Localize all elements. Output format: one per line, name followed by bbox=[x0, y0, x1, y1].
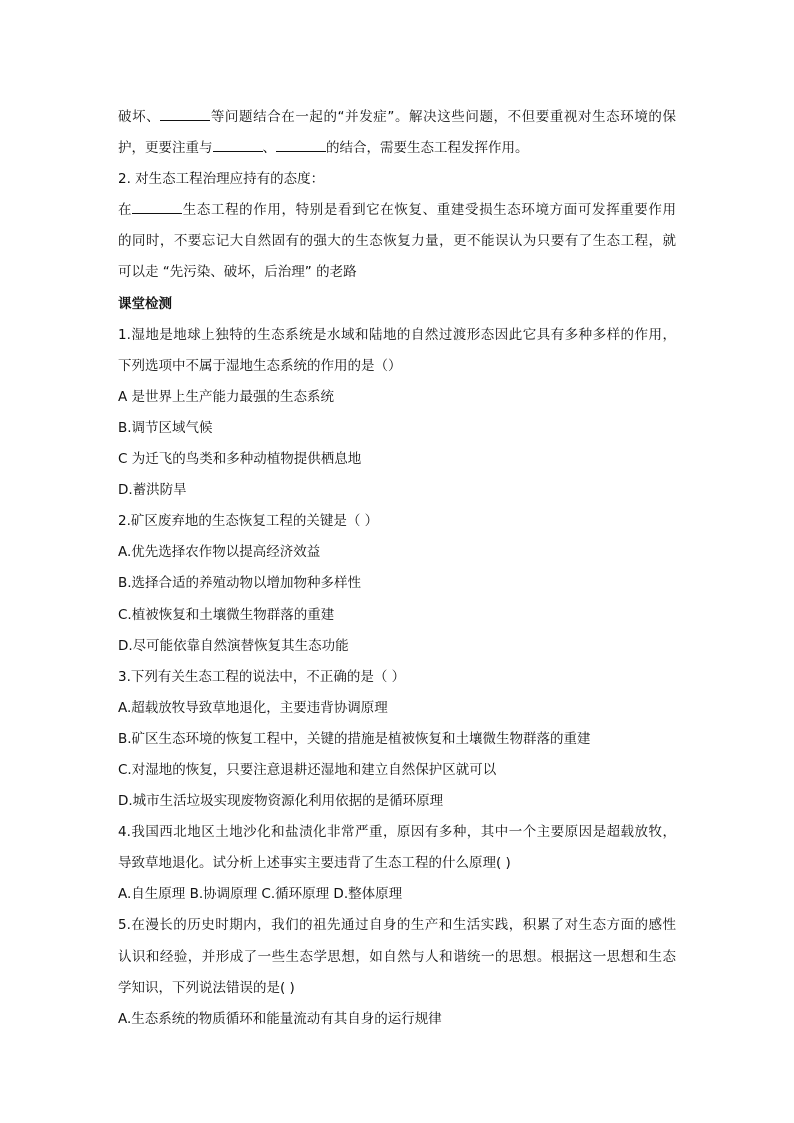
fill-blank[interactable] bbox=[160, 108, 210, 121]
question-stem: 下列选项中不属于湿地生态系统的作用的是（） bbox=[118, 357, 402, 374]
section-title: 课堂检测 bbox=[118, 295, 172, 312]
answer-option: C 为迁飞的鸟类和多种动植物提供栖息地 bbox=[118, 451, 362, 468]
question-list bbox=[118, 320, 676, 1035]
question-stem: 4.我国西北地区土地沙化和盐渍化非常严重，原因有多种，其中一个主要原因是超载放牧， bbox=[118, 824, 676, 841]
answer-option: A 是世界上生产能力最强的生态系统 bbox=[118, 388, 335, 405]
question-stem: 认识和经验，并形成了一些生态学思想，如自然与人和谐统一的思想。根据这一思想和生态 bbox=[118, 948, 676, 965]
answer-option: A.超载放牧导致草地退化，主要违背协调原理 bbox=[118, 699, 388, 716]
question-stem: 导致草地退化。试分析上述事实主要违背了生态工程的什么原理( ) bbox=[118, 855, 511, 872]
answer-option: B.矿区生态环境的恢复工程中，关键的措施是植被恢复和土壤微生物群落的重建 bbox=[118, 730, 591, 747]
text-line: 的同时，不要忘记大自然固有的强大的生态恢复力量，更不能误认为只要有了生态工程，就 bbox=[118, 233, 676, 250]
text-line: 可以走 “先污染、破坏，后治理” 的老路 bbox=[118, 264, 357, 281]
answer-option: A.生态系统的物质循环和能量流动有其自身的运行规律 bbox=[118, 1010, 442, 1027]
answer-option: D.尽可能依靠自然演替恢复其生态功能 bbox=[118, 637, 349, 654]
answer-option: A.自生原理 B.协调原理 C.循环原理 D.整体原理 bbox=[118, 886, 403, 903]
text-line: 破坏、 等问题结合在一起的“并发症”。解决这些问题，不但要重视对生态环境的保 bbox=[118, 109, 676, 125]
answer-option: D.城市生活垃圾实现废物资源化利用依据的是循环原理 bbox=[118, 793, 444, 810]
document-page bbox=[118, 102, 676, 1035]
answer-option: B.调节区域气候 bbox=[118, 419, 213, 436]
text-line: 护，更要注重与 、 的结合，需要生态工程发挥作用。 bbox=[118, 140, 529, 157]
answer-option: C.对湿地的恢复，只要注意退耕还湿地和建立自然保护区就可以 bbox=[118, 761, 497, 778]
text-line: 2. 对生态工程治理应持有的态度： bbox=[118, 171, 325, 188]
question-stem: 学知识，下列说法错误的是( ) bbox=[118, 979, 295, 996]
question-stem: 2.矿区废弃地的生态恢复工程的关键是（ ） bbox=[118, 513, 379, 530]
fill-blank[interactable] bbox=[213, 139, 263, 152]
fill-blank[interactable] bbox=[276, 139, 326, 152]
answer-option: A.优先选择农作物以提高经济效益 bbox=[118, 544, 321, 561]
answer-option: B.选择合适的养殖动物以增加物种多样性 bbox=[118, 575, 362, 592]
fill-blank[interactable] bbox=[132, 201, 182, 214]
question-stem: 5.在漫长的历史时期内，我们的祖先通过自身的生产和生活实践，积累了对生态方面的感性 bbox=[118, 917, 676, 934]
answer-option: D.蓄洪防旱 bbox=[118, 482, 187, 499]
text-line: 在 生态工程的作用，特别是看到它在恢复、重建受损生态环境方面可发挥重要作用 bbox=[118, 202, 676, 219]
question-stem: 3.下列有关生态工程的说法中，不正确的是（ ） bbox=[118, 668, 406, 685]
question-stem: 1.湿地是地球上独特的生态系统是水域和陆地的自然过渡形态因此它具有多种多样的作用， bbox=[118, 326, 676, 343]
answer-option: C.植被恢复和土壤微生物群落的重建 bbox=[118, 606, 335, 623]
